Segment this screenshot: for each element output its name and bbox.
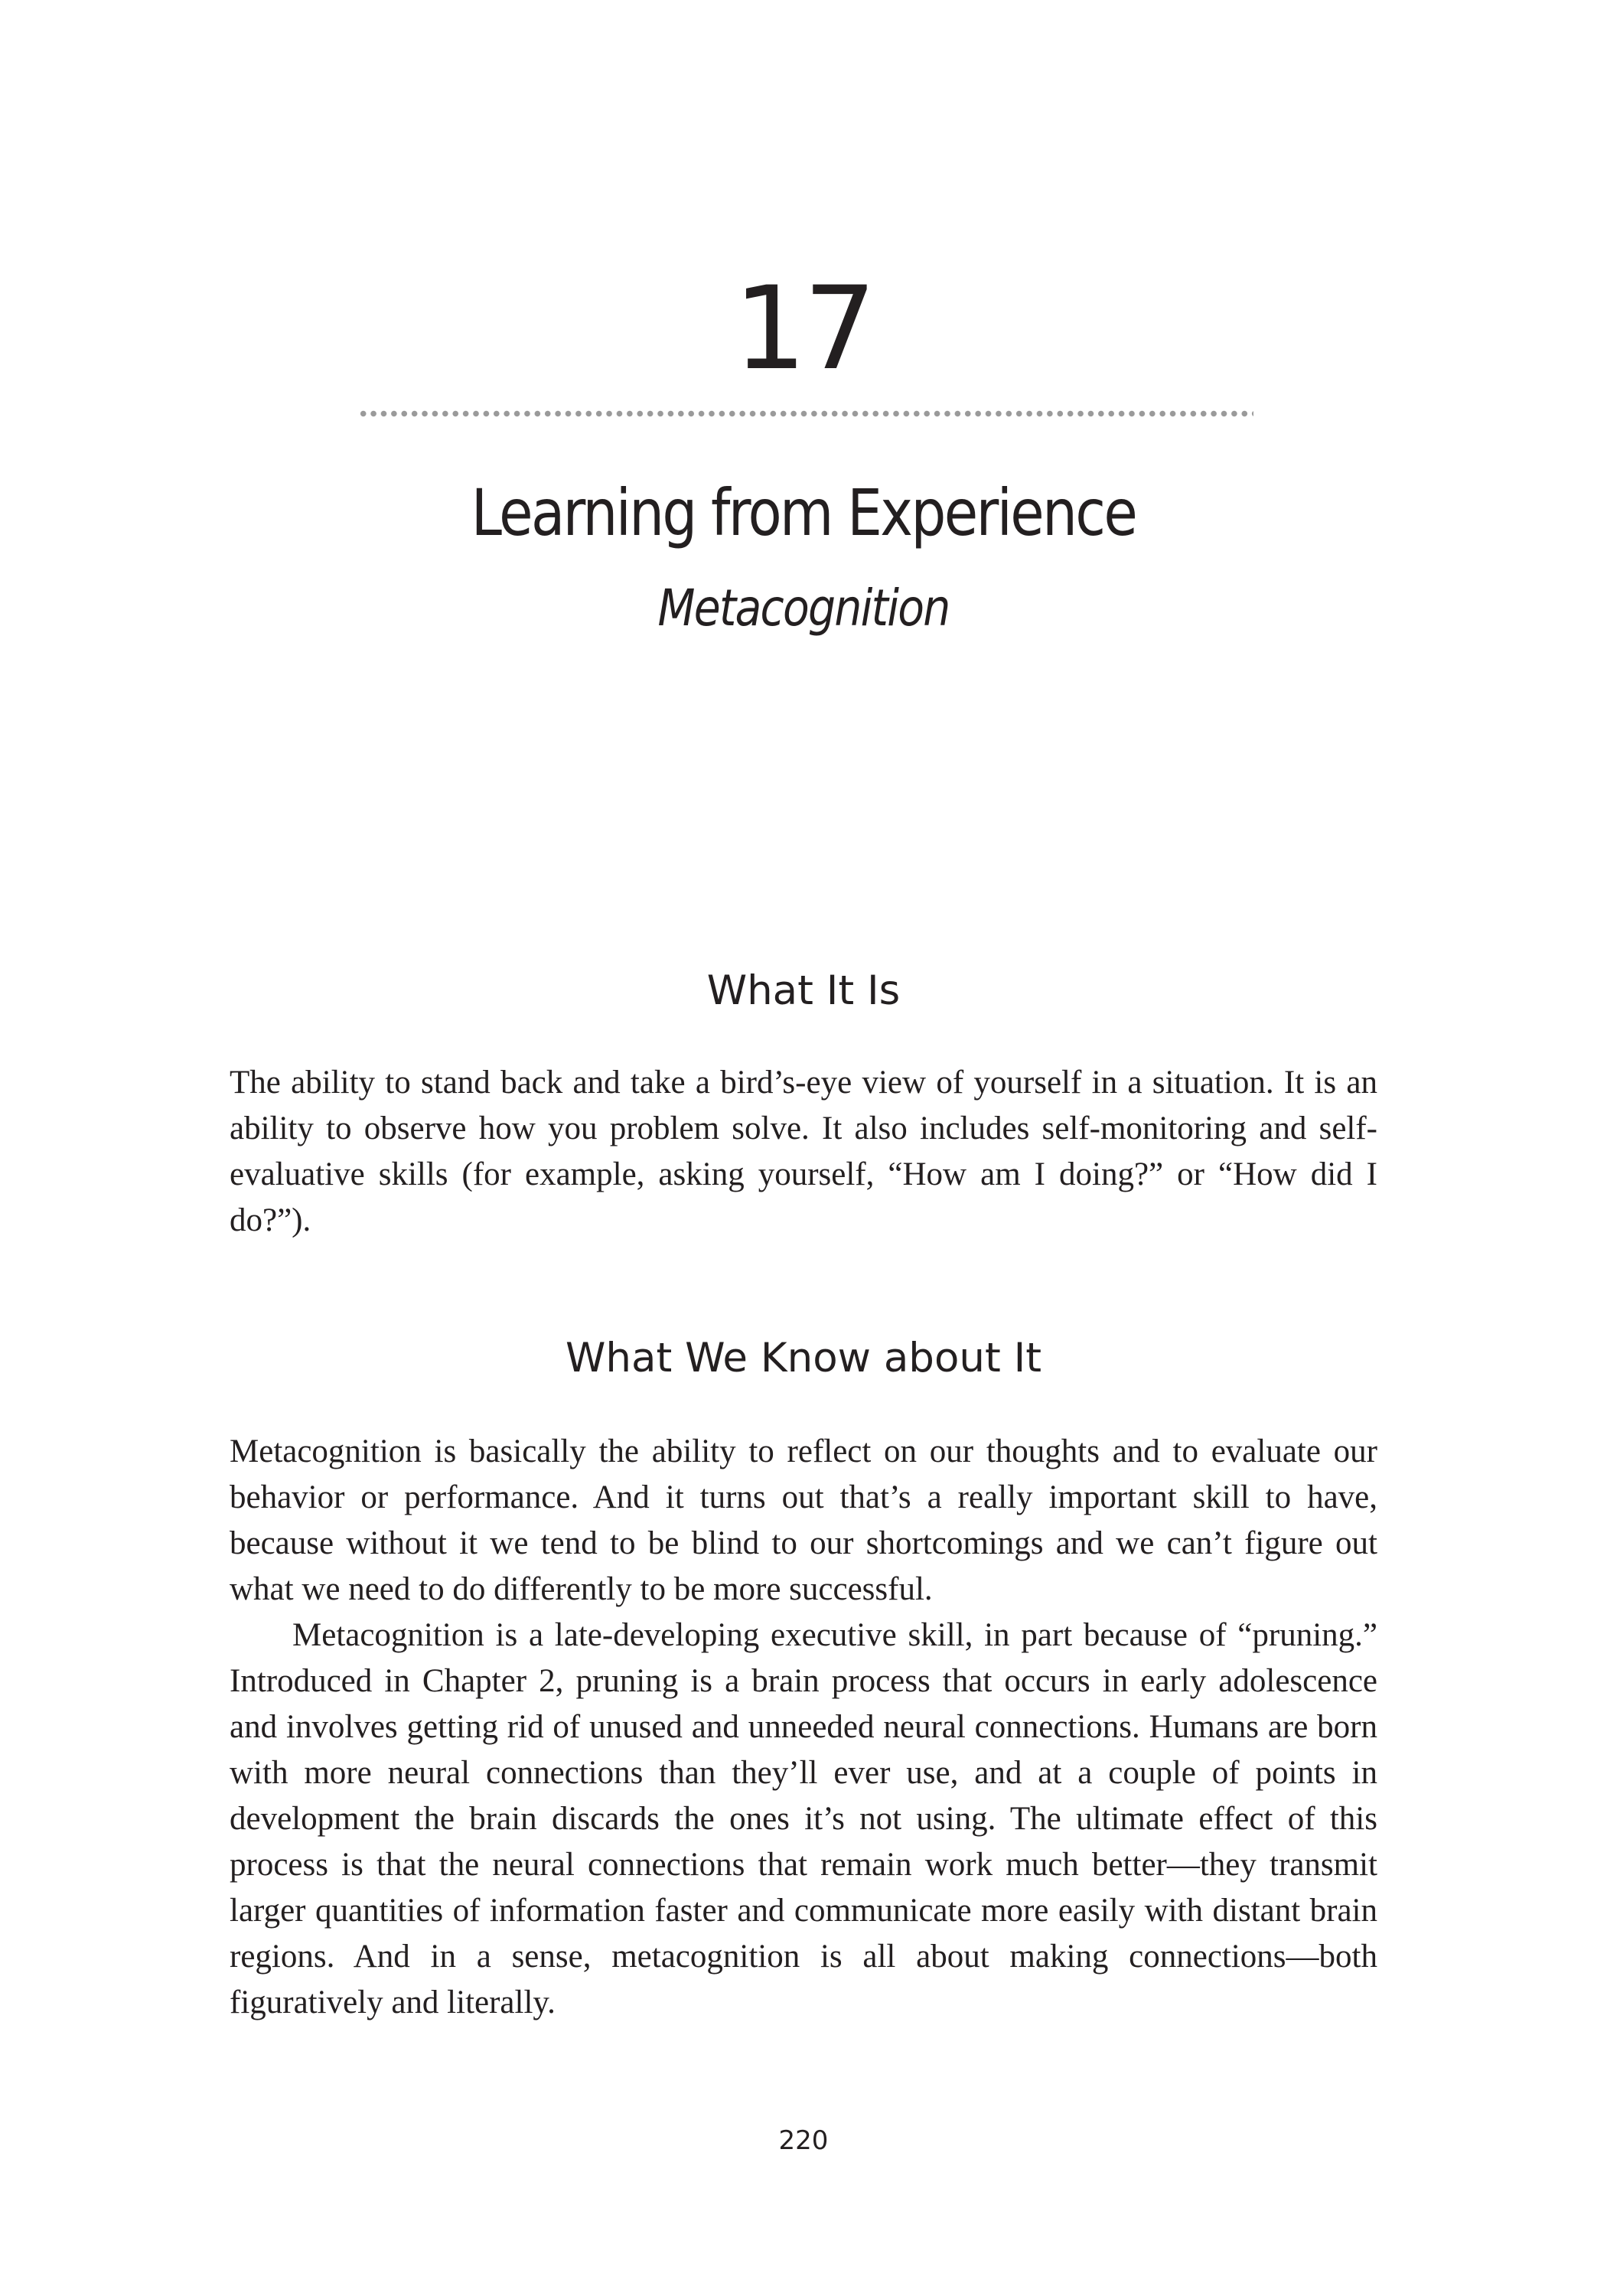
chapter-number: 17 [733, 263, 874, 396]
section-body-what-we-know [230, 1429, 1377, 2026]
paragraph: Metacognition is basically the ability to reflect on our thoughts and to evaluate our behavior or performance. And it turns out that’s a really important skill to have, because without it we tend to be blind to our shortcomings and we can’t figure out what we need to do differently to be more successful. [230, 1433, 1377, 1607]
section-body-what-it-is [230, 1060, 1377, 1244]
section-heading-what-we-know: What We Know about It [566, 1335, 1041, 1381]
paragraph: The ability to stand back and take a bird’s-eye view of yourself in a situation. It is an ability to observe how you problem solve. It also includes self-monitoring and self-evaluative skills (for example, asking yourself, “How am I doing?” or “How did I do?”). [230, 1065, 1377, 1238]
chapter-title: Learning from Experience [471, 475, 1136, 550]
page-number: 220 [778, 2125, 829, 2156]
section-heading-what-it-is: What It Is [706, 967, 901, 1014]
dotted-divider [358, 410, 1253, 417]
chapter-subtitle: Metacognition [657, 579, 950, 638]
paragraph: Metacognition is a late-developing executive skill, in part because of “pruning.” Introduced in Chapter 2, pruning is a brain process that occurs in early adolescence and involves getting rid of unused and unneeded neural connections. Humans are born with more neural connections than they’ll ever use, and at a couple of points in development the brain discards the ones it’s not using. The ultimate effect of this process is that the neural connections that remain work much better—they transmit larger quantities of information faster and communicate more easily with distant brain regions. And in a sense, metacognition is all about making connections—both figuratively and literally. [230, 1617, 1377, 2020]
